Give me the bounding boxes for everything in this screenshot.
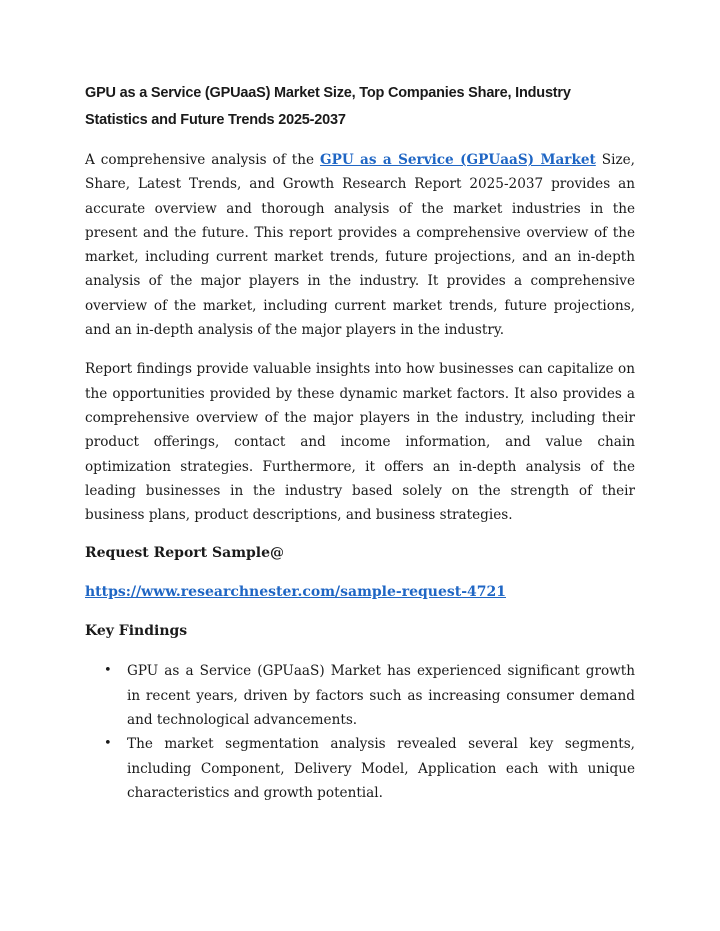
document-body xyxy=(85,80,635,805)
bullet-icon: • xyxy=(104,736,112,752)
bullet-text: GPU as a Service (GPUaaS) Market has experienced significant growth in recent years, driven by factors such as increasing consumer demand and technological advancements. xyxy=(127,663,635,729)
intro-prefix: A comprehensive analysis of the xyxy=(85,152,320,168)
request-sample-heading: Request Report Sample@ xyxy=(85,545,285,562)
key-findings-heading: Key Findings xyxy=(85,623,188,640)
key-findings-list xyxy=(85,659,635,805)
sample-request-link[interactable]: https://www.researchnester.com/sample-request-4721 xyxy=(85,584,506,601)
intro-paragraph xyxy=(85,148,635,342)
market-report-link[interactable]: GPU as a Service (GPUaaS) Market xyxy=(319,152,596,168)
findings-paragraph: Report findings provide valuable insights into how businesses can capitalize on the opportunities provided by these dynamic market factors. It also provides a comprehensive overview of the major players in the industry, including their product offerings, contact and income information, and value chain optimization strategies. Furthermore, it offers an in-depth analysis of the leading businesses in the industry based solely on the strength of their business plans, product descriptions, and business strategies. xyxy=(85,361,635,524)
bullet-icon: • xyxy=(104,663,112,679)
list-item xyxy=(85,659,635,732)
bullet-text: The market segmentation analysis revealed several key segments, including Component, Delivery Model, Application each with unique characteristics and growth potential. xyxy=(127,736,635,801)
document-title: GPU as a Service (GPUaaS) Market Size, Top Companies Share, Industry Statistics and Future Trends 2025-2037 xyxy=(85,85,571,128)
list-item xyxy=(85,732,635,805)
intro-suffix: Size, Share, Latest Trends, and Growth Research Report 2025-2037 provides an accurate overview and thorough analysis of the market industries in the present and the future. This report provides a comprehensive overview of the market, including current market trends, future projections, and an in-depth analysis of the major players in the industry. It provides a comprehensive overview of the market, including current market trends, future projections, and an in-depth analysis of the major players in the industry. xyxy=(85,152,635,339)
